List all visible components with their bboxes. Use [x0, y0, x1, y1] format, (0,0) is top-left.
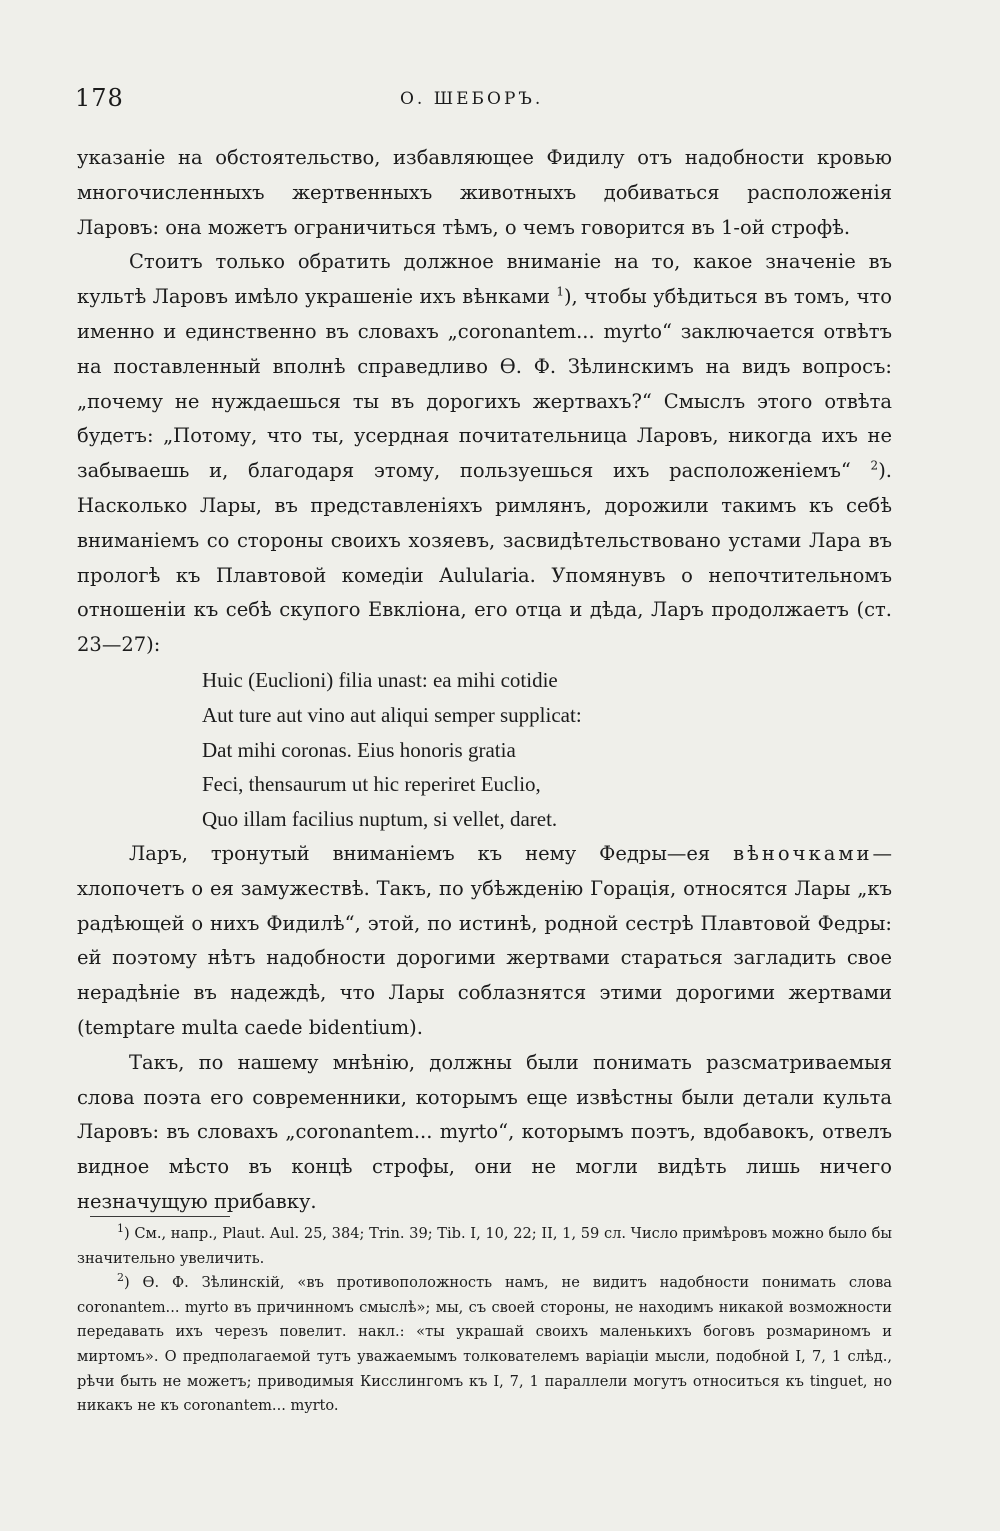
paragraph-2-part-b: ), чтобы убѣдиться въ томъ, что именно и единственно въ словахъ „coronantem... myrto“ заключается отвѣтъ на поставленный вполнѣ справедливо Ѳ. Ф. Зѣлинскимъ на видъ вопросъ: „почему не нуждаешься ты въ дорогихъ жертвахъ?“ Смыслъ этого отвѣта будетъ: „Потому, что ты, усердная почитательница Ларовъ, никогда ихъ не забываешь и, благодаря этому, пользуешься ихъ расположенiемъ“ — [77, 285, 892, 483]
footnote-1 — [77, 1222, 892, 1271]
verse-line: Aut ture aut vino aut aliqui semper supplicat: — [202, 702, 582, 727]
verse-line: Feci, thensaurum ut hic reperiret Euclio, — [202, 772, 541, 797]
verse-line: Huic (Euclioni) filia unast: ea mihi cotidie — [202, 667, 558, 692]
paragraph-1: указанiе на обстоятельство, избавляющее Фидилу отъ надобности кровью многочисленныхъ жертвенныхъ животныхъ добиваться расположенiя Ларовъ: она можетъ ограничиться тѣмъ, о чемъ говорится въ 1-ой строфѣ. — [77, 146, 892, 239]
paragraph-3 — [77, 837, 892, 1046]
footnote-2 — [77, 1271, 892, 1419]
latin-verse-quote — [202, 663, 892, 837]
footnote-2-text: ) Ѳ. Ф. Зѣлинскiй, «въ противоположность намъ, не видитъ надобности понимать слова coronantem... myrto въ причинномъ смыслѣ»; мы, съ своей стороны, не находимъ никакой возможности передавать ихъ черезъ повелит. накл.: «ты украшай своихъ маленькихъ боговъ розмариномъ и миртомъ». О предполагаемой тутъ уважаемымъ толкователемъ варiацiи мысли, подобной I, 7, 1 слѣд., рѣчи быть не можетъ; приводимыя Кисслингомъ къ I, 7, 1 параллели могутъ относиться къ tinguet, но никакъ не къ coronantem... myrto. — [77, 1274, 892, 1415]
page-number: 178 — [75, 84, 124, 112]
footnote-2-mark: 2 — [117, 1271, 124, 1285]
footnotes — [77, 1222, 892, 1419]
footnote-ref-2: 2 — [870, 458, 879, 473]
paragraph-4: Такъ, по нашему мнѣнiю, должны были понимать разсматриваемыя слова поэта его современники, которымъ еще извѣстны были детали культа Ларовъ: въ словахъ „coronantem... myrto“, которымъ поэтъ, вдобавокъ, отвелъ видное мѣсто въ концѣ строфы, они не могли видѣть лишь ничего незначущую прибавку. — [77, 1050, 892, 1213]
verse-line: Quo illam facilius nuptum, si vellet, daret. — [202, 807, 558, 832]
paragraph-2 — [77, 245, 892, 663]
page-header — [75, 84, 890, 120]
main-text — [77, 141, 892, 1220]
footnote-divider — [90, 1216, 230, 1217]
verse-line: Dat mihi coronas. Eius honoris gratia — [202, 737, 516, 762]
running-head: О. ШЕБОРЪ. — [400, 89, 544, 109]
footnote-1-mark: 1 — [117, 1222, 124, 1236]
paragraph-3-part-a: Ларъ, тронутый вниманiемъ къ нему Федры—ея — [129, 841, 734, 865]
footnote-ref-1: 1 — [556, 284, 564, 299]
paragraph-2-part-c: ). Насколько Лары, въ представленiяхъ римлянъ, дорожили такимъ къ себѣ вниманiемъ со стороны своихъ хозяевъ, засвидѣтельствовано устами Лара въ прологѣ къ Плавтовой комедiи Aulularia. Упомянувъ о непочтительномъ отношенiи къ себѣ скупого Евклiона, его отца и дѣда, Ларъ продолжаетъ (ст. 23—27): — [77, 459, 892, 657]
paragraph-3-part-b: —хлопочетъ о ея замужествѣ. Такъ, по убѣжденiю Горацiя, относятся Лары „къ радѣющей о нихъ Фидилѣ“, этой, по истинѣ, родной сестрѣ Плавтовой Федры: ей поэтому нѣтъ надобности дорогими жертвами стараться загладить свое нерадѣнiе въ надеждѣ, что Лары соблазнятся этими дорогими жертвами (temptare multa caede bidentium). — [77, 841, 892, 1039]
emphasized-word: вѣночками — [733, 841, 873, 865]
footnote-1-text: ) См., напр., Plaut. Aul. 25, 384; Trin. 39; Tib. I, 10, 22; II, 1, 59 сл. Число примѣровъ можно было бы значительно увеличить. — [77, 1225, 892, 1267]
paragraph-2-part-a: Стоитъ только обратить должное вниманiе на то, какое значенiе въ культѣ Ларовъ имѣло украшенiе ихъ вѣнками — [77, 250, 892, 309]
